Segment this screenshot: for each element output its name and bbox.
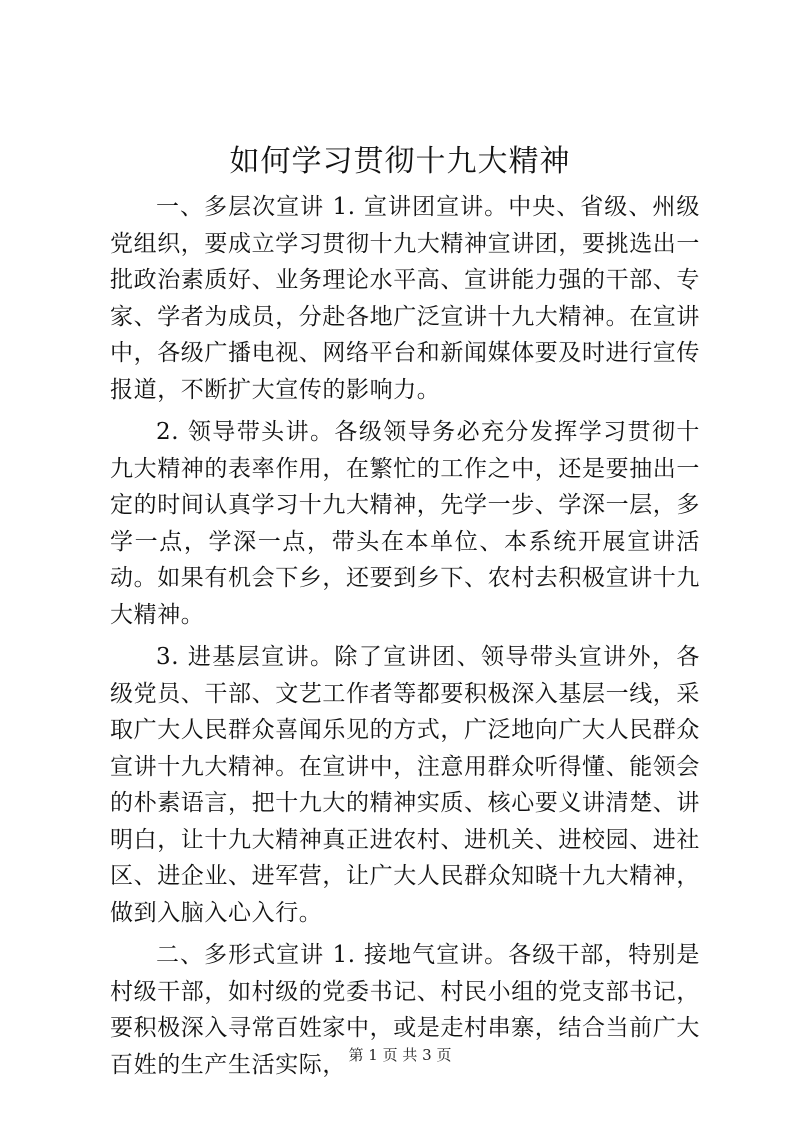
document-title: 如何学习贯彻十九大精神 (229, 144, 571, 179)
page-footer (0, 1045, 800, 1065)
paragraph: 3. 进基层宣讲。除了宣讲团、领导带头宣讲外，各级党员、干部、文艺工作者等都要积极深入基层一线，采取广大人民群众喜闻乐见的方式，广泛地向广大人民群众宣讲十九大精神。在宣讲中，注意用群众听得懂、能领会的朴素语言，把十九大的精神实质、核心要义讲清楚、讲明白，让十九大精神真正进农村、进机关、进校园、进社区、进企业、进军营，让广大人民群众知晓十九大精神，做到入脑入心入行。 (110, 644, 700, 926)
paragraph: 2. 领导带头讲。各级领导务必充分发挥学习贯彻十九大精神的表率作用，在繁忙的工作之中，还是要抽出一定的时间认真学习十九大精神，先学一步、学深一层，多学一点，学深一点，带头在本单位、本系统开展宣讲活动。如果有机会下乡，还要到乡下、农村去积极宣讲十九大精神。 (110, 419, 700, 628)
document-body (110, 189, 700, 1089)
paragraph: 一、多层次宣讲 1. 宣讲团宣讲。中央、省级、州级党组织，要成立学习贯彻十九大精神宣讲团，要挑选出一批政治素质好、业务理论水平高、宣讲能力强的干部、专家、学者为成员，分赴各地广泛宣讲十九大精神。在宣讲中，各级广播电视、网络平台和新闻媒体要及时进行宣传报道，不断扩大宣传的影响力。 (110, 194, 700, 403)
paragraph: 二、多形式宣讲 1. 接地气宣讲。各级干部，特别是村级干部，如村级的党委书记、村民小组的党支部书记，要积极深入寻常百姓家中，或是走村串寨，结合当前广大百姓的生产生活实际， (110, 942, 700, 1078)
page-number-label: 第 1 页 共 3 页 (348, 1046, 452, 1064)
